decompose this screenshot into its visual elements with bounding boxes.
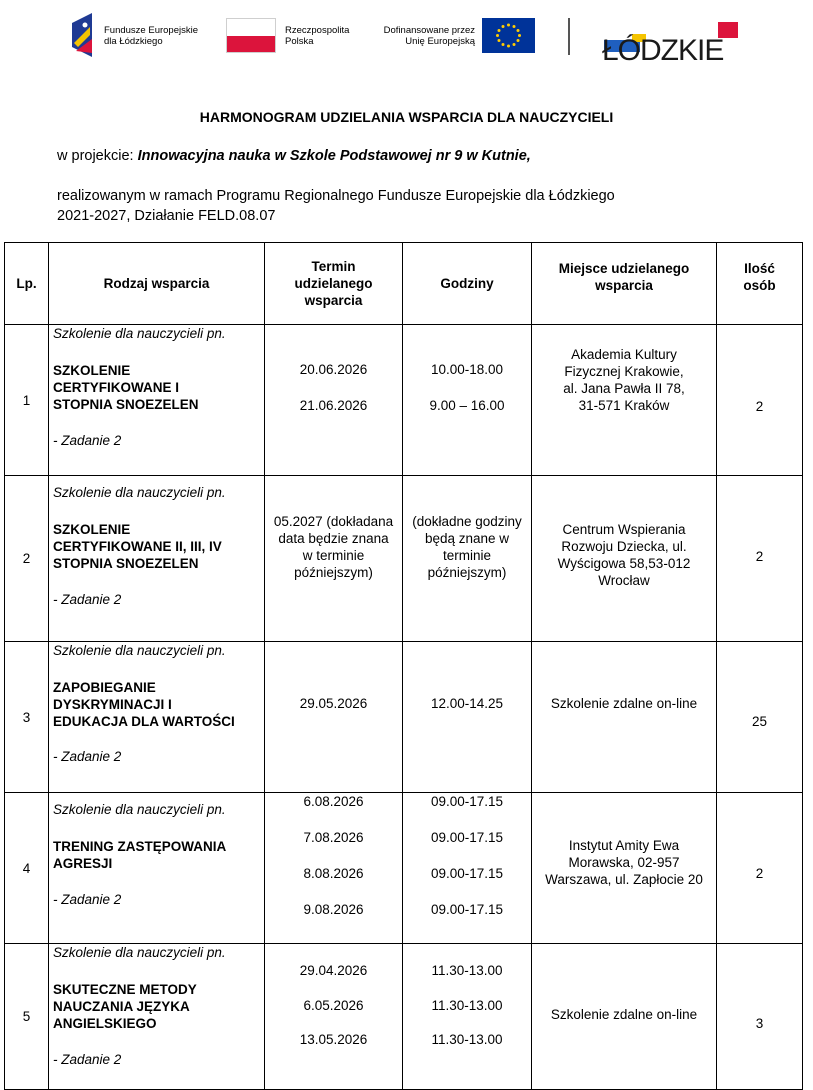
date: 9.08.2026 (303, 902, 364, 917)
hours: 11.30-13.00 (431, 963, 503, 978)
table-row (5, 642, 803, 793)
training-task: - Zadanie 2 (53, 433, 122, 448)
header-hours: Godziny (403, 243, 532, 325)
place-cell: Szkolenie zdalne on-line (532, 944, 717, 1090)
term-cell (265, 325, 403, 476)
hours: (dokładne godziny (412, 514, 522, 529)
table-row (5, 476, 803, 642)
hours-cell (403, 325, 532, 476)
header-type: Rodzaj wsparcia (49, 243, 265, 325)
hours: 10.00-18.00 (430, 362, 504, 377)
row-number: 2 (5, 476, 49, 642)
training-task: - Zadanie 2 (53, 749, 122, 764)
place-cell: Instytut Amity Ewa Morawska, 02-957 Warszawa, ul. Zapłocie 20 (532, 793, 717, 944)
training-name: TRENING ZASTĘPOWANIA (53, 839, 227, 854)
date: 8.08.2026 (303, 866, 364, 881)
project-line (57, 148, 531, 164)
logo-strip (0, 10, 813, 66)
row-number: 3 (5, 642, 49, 793)
program-description: realizowanym w ramach Programu Regionalnego Fundusze Europejskie dla Łódzkiego 2021-2027, Działanie FELD.08.07 (57, 188, 615, 224)
training-name: ZAPOBIEGANIE (53, 680, 156, 695)
hours: 9.00 – 16.00 (429, 398, 505, 413)
count-cell: 25 (717, 642, 803, 793)
fundusze-europejskie-logo-icon (72, 13, 100, 57)
table-row (5, 793, 803, 944)
count-cell: 2 (717, 325, 803, 476)
training-task: - Zadanie 2 (53, 1052, 122, 1067)
support-type-cell: Szkolenie dla nauczycieli pn. ZAPOBIEGANIE DYSKRYMINACJI I EDUKACJA DLA WARTOŚCI - Zadanie 2 (49, 642, 265, 793)
schedule-table (4, 242, 803, 1090)
hours: 11.30-13.00 (431, 1032, 503, 1047)
place-cell: Akademia Kultury Fizycznej Krakowie, al. Jana Pawła II 78, 31-571 Kraków (532, 325, 717, 476)
count-cell: 2 (717, 793, 803, 944)
training-name: SKUTECZNE METODY (53, 982, 197, 997)
eu-funding-text: Dofinansowane przez Unię Europejską (383, 25, 475, 47)
table-header-row (5, 243, 803, 325)
hours: 09.00-17.15 (430, 794, 504, 809)
eu-flag-icon (482, 18, 535, 53)
support-type-cell: Szkolenie dla nauczycieli pn. SKUTECZNE METODY NAUCZANIA JĘZYKA ANGIELSKIEGO - Zadanie 2 (49, 944, 265, 1090)
hours: 11.30-13.00 (431, 998, 503, 1013)
term-cell (265, 944, 403, 1090)
hours-cell (403, 642, 532, 793)
count-cell: 2 (717, 476, 803, 642)
row-number: 1 (5, 325, 49, 476)
hours: 09.00-17.15 (430, 866, 504, 881)
date: 21.06.2026 (299, 398, 368, 413)
poland-flag-icon (226, 18, 276, 53)
rzeczpospolita-text: Rzeczpospolita Polska (285, 25, 350, 47)
header-term: Termin udzielanego wsparcia (265, 243, 403, 325)
hours-cell (403, 944, 532, 1090)
training-task: - Zadanie 2 (53, 592, 122, 607)
hours: 09.00-17.15 (430, 830, 504, 845)
training-intro: Szkolenie dla nauczycieli pn. (53, 945, 226, 960)
date: 7.08.2026 (303, 830, 364, 845)
term-cell (265, 793, 403, 944)
place-cell: Centrum Wspierania Rozwoju Dziecka, ul. Wyścigowa 58,53-012 Wrocław (532, 476, 717, 642)
date: 05.2027 (dokładana (273, 514, 394, 529)
training-intro: Szkolenie dla nauczycieli pn. (53, 802, 226, 817)
support-type-cell: Szkolenie dla nauczycieli pn. SZKOLENIE CERTYFIKOWANE II, III, IV STOPNIA SNOEZELEN - Zadanie 2 (49, 476, 265, 642)
row-number: 4 (5, 793, 49, 944)
term-cell: 05.2027 (dokładana data będzie znana w terminie późniejszym) (265, 476, 403, 642)
term-cell (265, 642, 403, 793)
logo-separator (568, 18, 570, 55)
support-type-cell: Szkolenie dla nauczycieli pn. SZKOLENIE CERTYFIKOWANE I STOPNIA SNOEZELEN - Zadanie 2 (49, 325, 265, 476)
table-row (5, 944, 803, 1090)
date: 29.04.2026 (299, 963, 368, 978)
hours-cell (403, 793, 532, 944)
header-count: Ilość osób (717, 243, 803, 325)
training-task: - Zadanie 2 (53, 892, 122, 907)
date: 6.05.2026 (303, 998, 364, 1013)
page-title: HARMONOGRAM UDZIELANIA WSPARCIA DLA NAUCZYCIELI (199, 109, 614, 125)
place-cell: Szkolenie zdalne on-line (532, 642, 717, 793)
date: 6.08.2026 (303, 794, 364, 809)
date: 13.05.2026 (299, 1032, 368, 1047)
date: 20.06.2026 (299, 362, 368, 377)
project-prefix: w projekcie: (57, 148, 138, 164)
count-cell: 3 (717, 944, 803, 1090)
training-name: SZKOLENIE (53, 522, 131, 537)
date: 29.05.2026 (299, 696, 368, 711)
training-intro: Szkolenie dla nauczycieli pn. (53, 643, 226, 658)
hours: 09.00-17.15 (430, 902, 504, 917)
hours-cell: (dokładne godziny będą znane w terminie późniejszym) (403, 476, 532, 642)
header-place: Miejsce udzielanego wsparcia (532, 243, 717, 325)
hours: 12.00-14.25 (430, 696, 504, 711)
project-name: Innowacyjna nauka w Szkole Podstawowej nr 9 w Kutnie, (137, 148, 531, 164)
row-number: 5 (5, 944, 49, 1090)
training-name: SZKOLENIE (53, 363, 131, 378)
training-intro: Szkolenie dla nauczycieli pn. (53, 485, 226, 500)
table-row (5, 325, 803, 476)
lodzkie-logo-icon (600, 18, 740, 62)
training-intro: Szkolenie dla nauczycieli pn. (53, 326, 226, 341)
svg-text:ŁÓDZKIE: ŁÓDZKIE (602, 34, 724, 62)
support-type-cell: Szkolenie dla nauczycieli pn. TRENING ZASTĘPOWANIA AGRESJI - Zadanie 2 (49, 793, 265, 944)
fundusze-europejskie-text: Fundusze Europejskie dla Łódzkiego (104, 25, 198, 47)
header-lp: Lp. (5, 243, 49, 325)
